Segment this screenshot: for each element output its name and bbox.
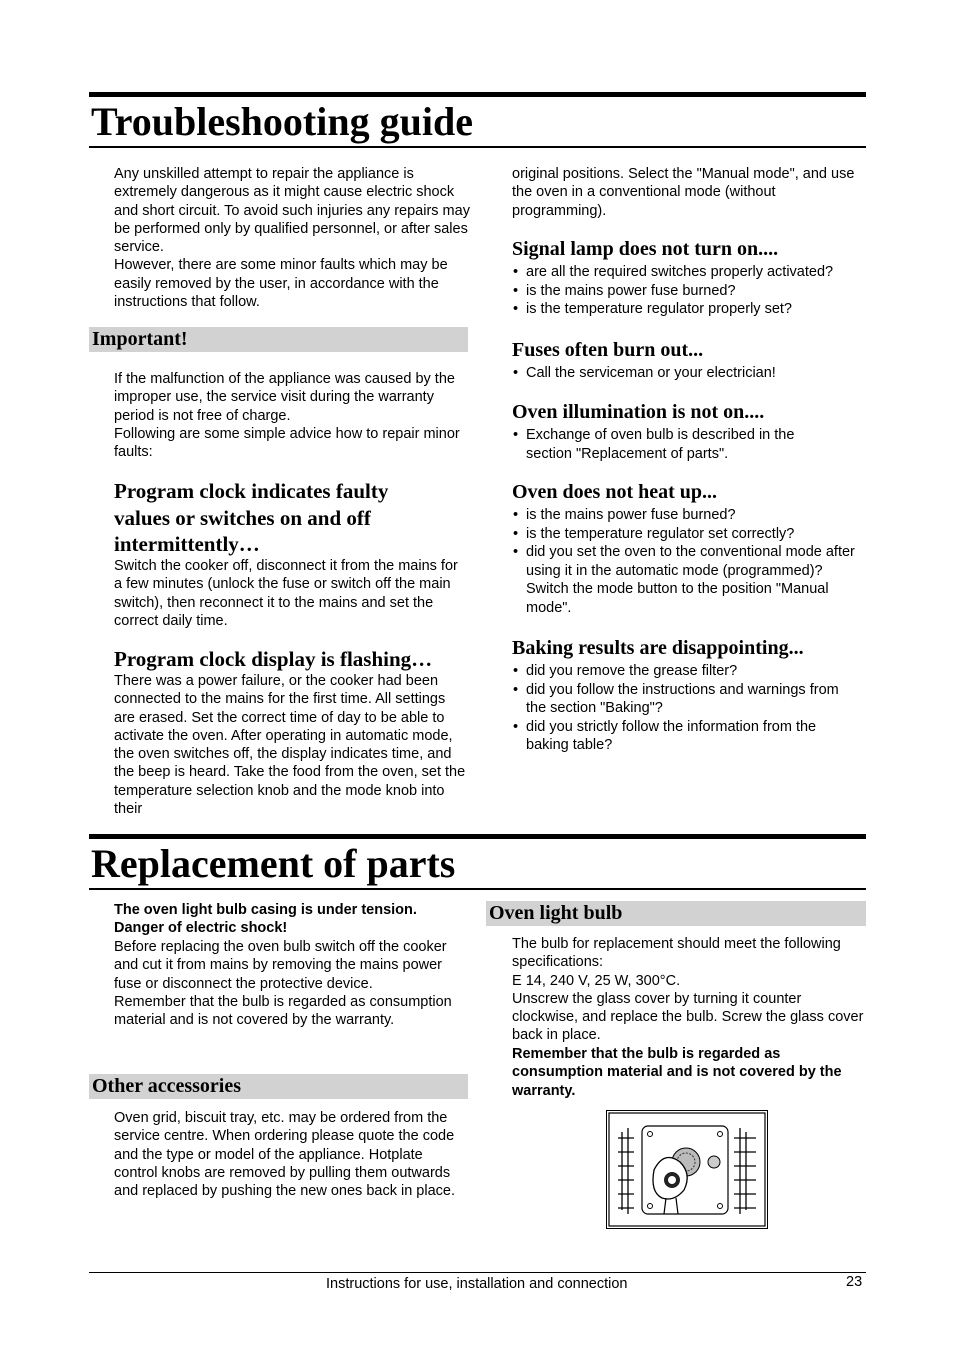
footer-rule — [89, 1272, 866, 1273]
list-item: • are all the required switches properly activated? — [512, 263, 872, 282]
warning-paragraph: Before replacing the oven bulb switch off the cooker and cut it from mains by removing the mains power fuse or disconnect the protective device. Remember that the bulb is regarded as consumption material and is not covered by the warranty. — [114, 939, 452, 1029]
list-item: • is the mains power fuse burned? — [512, 506, 862, 525]
fuses-list — [512, 364, 864, 383]
list-item: • did you strictly follow the information from the baking table? — [512, 718, 852, 755]
section-title: Replacement of parts — [91, 841, 456, 886]
title-underline — [89, 146, 866, 148]
heat-list — [512, 506, 862, 618]
intro-paragraph: Any unskilled attempt to repair the appliance is extremely dangerous as it might cause electric shock and short circuit. To avoid such injuries any repairs may be performed only by qualified personnel, or after sales service. However, there are some minor faults which may be easily removed by the user, in accordance with the instructions that follow. — [114, 166, 470, 311]
list-item: • is the mains power fuse burned? — [512, 282, 872, 301]
important-heading: Important! — [92, 328, 188, 350]
accessories-paragraph: Oven grid, biscuit tray, etc. may be ordered from the service centre. When ordering please quote the code and the type or model of the appliance. Hotplate control knobs are removed by pulling them outwards and replaced by pushing the new ones back in place. — [114, 1110, 455, 1200]
important-paragraph: If the malfunction of the appliance was caused by the improper use, the service visit during the warranty period is not free of charge. Following are some simple advice how to repair minor faults: — [114, 371, 460, 461]
list-item: • Call the serviceman or your electrician! — [512, 364, 864, 383]
bulb-heading: Oven light bulb — [489, 902, 623, 924]
illumination-heading: Oven illumination is not on.... — [512, 401, 765, 423]
clock-flashing-heading: Program clock display is flashing… — [114, 647, 433, 671]
accessories-heading-bar — [89, 1074, 468, 1099]
baking-heading: Baking results are disappointing... — [512, 637, 804, 659]
illumination-list — [512, 426, 842, 463]
accessories-heading: Other accessories — [92, 1075, 242, 1097]
list-item: • is the temperature regulator set correctly? — [512, 525, 862, 544]
heat-heading: Oven does not heat up... — [512, 481, 718, 503]
list-item: • did you set the oven to the conventional mode after using it in the automatic mode (programmed)? Switch the mode button to the position "Manual mode". — [512, 543, 862, 617]
footer-text: Instructions for use, installation and connection — [326, 1276, 628, 1292]
warning-text: The oven light bulb casing is under tension. Danger of electric shock! — [114, 902, 417, 937]
bulb-heading-bar — [486, 901, 866, 926]
clock-flashing-paragraph: There was a power failure, or the cooker had been connected to the mains for the first time. All settings are erased. Set the correct time of day to be able to activate the oven. After operating in automatic mode, the oven switches off, the display indicates time, and the beep is heard. Take the food from the oven, set the temperature selection knob and the mode knob into their — [114, 673, 466, 818]
title-underline — [89, 888, 866, 890]
list-item: • did you remove the grease filter? — [512, 662, 852, 681]
continued-paragraph: original positions. Select the "Manual mode", and use the oven in a conventional mode (without programming). — [512, 166, 855, 219]
bulb-note: Remember that the bulb is regarded as consumption material and is not covered by the warranty. — [512, 1046, 842, 1099]
page-number: 23 — [846, 1274, 863, 1290]
clock-faulty-heading: Program clock indicates faulty values or switches on and off intermittently… — [114, 479, 389, 556]
list-item: • Exchange of oven bulb is described in the section "Replacement of parts". — [512, 426, 842, 463]
page-title: Troubleshooting guide — [91, 99, 473, 144]
list-item: • did you follow the instructions and warnings from the section "Baking"? — [512, 681, 852, 718]
list-item: • is the temperature regulator properly set? — [512, 300, 872, 319]
baking-list — [512, 662, 852, 755]
signal-lamp-list — [512, 263, 872, 319]
important-heading-bar — [89, 327, 468, 352]
signal-lamp-heading: Signal lamp does not turn on.... — [512, 238, 779, 260]
oven-bulb-illustration — [606, 1110, 768, 1229]
bulb-paragraph: The bulb for replacement should meet the following specifications: E 14, 240 V, 25 W, 300°C. Unscrew the glass cover by turning it counter clockwise, and replace the bulb. Screw the glass cover back in place. — [512, 936, 864, 1044]
clock-faulty-paragraph: Switch the cooker off, disconnect it from the mains for a few minutes (unlock the fuse or switch off the main switch), then reconnect it to the mains and set the correct daily time. — [114, 558, 458, 629]
fuses-heading: Fuses often burn out... — [512, 339, 704, 361]
section-top-rule — [89, 92, 866, 97]
section-top-rule — [89, 834, 866, 839]
